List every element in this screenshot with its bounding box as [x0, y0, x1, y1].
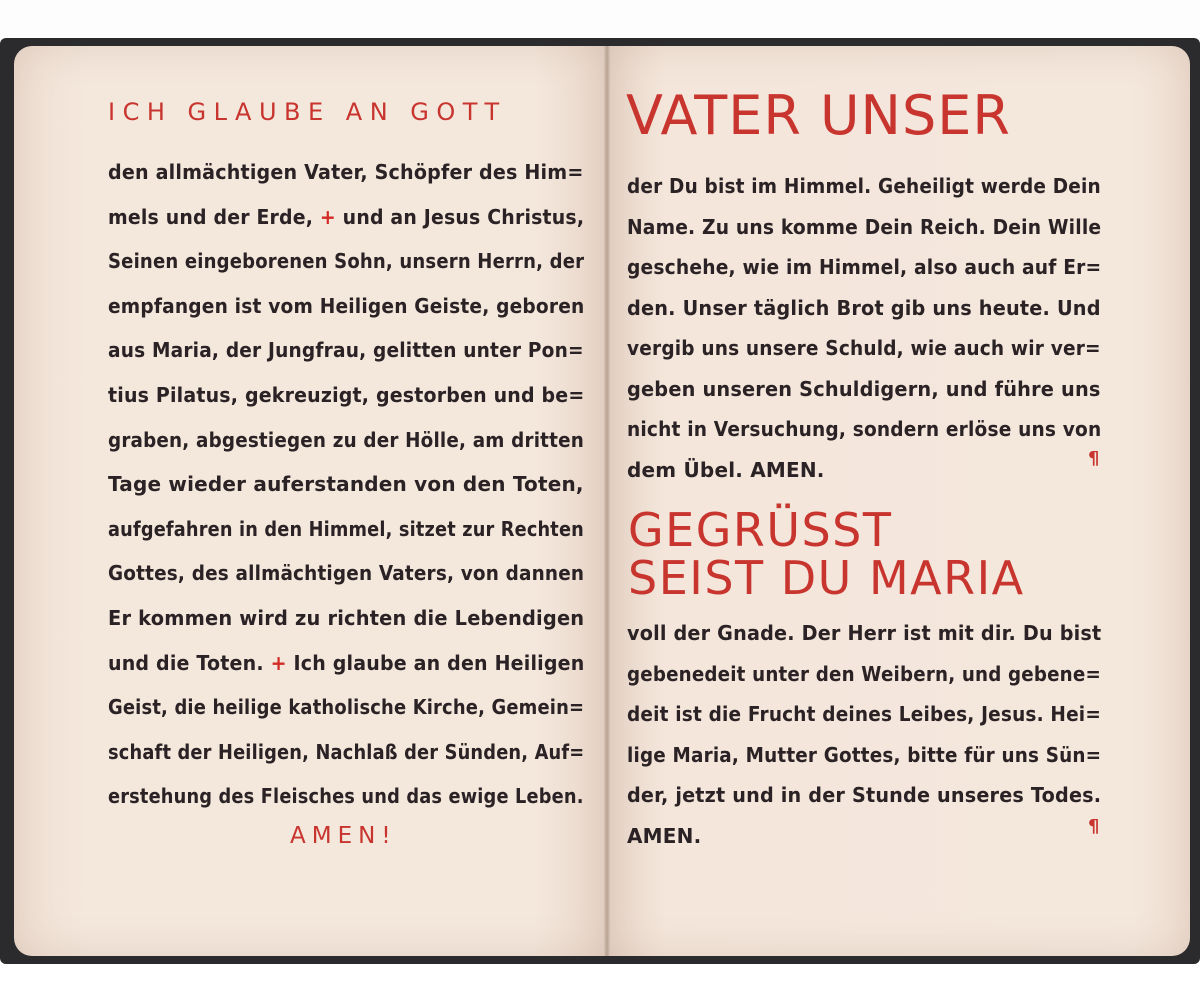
credo-heading: ICH GLAUBE AN GOTT: [108, 98, 507, 126]
background-bottom: [0, 960, 1200, 1000]
credo-line: den allmächtigen Vater, Schöpfer des Him=: [108, 160, 584, 184]
pater-noster-heading: VATER UNSER: [626, 84, 1011, 147]
credo-amen: AMEN!: [290, 823, 397, 849]
credo-line: mels und der Erde, + und an Jesus Christus,: [108, 204, 585, 229]
prayer-line: den. Unser täglich Brot gib uns heute. Und: [627, 295, 1101, 320]
prayer-line: AMEN.: [627, 823, 702, 848]
ave-maria-heading-line-1: GEGRÜSST: [628, 503, 893, 557]
prayer-line: der, jetzt und in der Stunde unseres Todes.: [627, 783, 1102, 807]
credo-line: tius Pilatus, gekreuzigt, gestorben und be=: [108, 383, 585, 407]
red-cross-mark: +: [270, 650, 287, 675]
credo-line: aus Maria, der Jungfrau, gelitten unter Pon=: [108, 338, 584, 363]
prayer-line: geben unseren Schuldigern, und führe uns: [627, 376, 1101, 401]
credo-line: Gottes, des allmächtigen Vaters, von dannen: [108, 561, 585, 586]
credo-line: aufgefahren in den Himmel, sitzet zur Rechten: [108, 516, 584, 541]
prayer-line: dem Übel. AMEN.: [627, 457, 825, 482]
prayer-line: voll der Gnade. Der Herr ist mit dir. Du bist: [627, 621, 1102, 645]
credo-line: Geist, die heilige katholische Kirche, Gemein=: [108, 695, 585, 720]
credo-line: schaft der Heiligen, Nachlaß der Sünden, Auf=: [108, 739, 585, 764]
prayer-line: deit ist die Frucht deines Leibes, Jesus. Hei=: [627, 702, 1101, 726]
book-gutter: [604, 46, 610, 956]
red-cross-mark: +: [319, 204, 336, 229]
credo-line: Tage wieder auferstanden von den Toten,: [108, 472, 584, 497]
credo-line: graben, abgestiegen zu der Hölle, am dritten: [108, 427, 584, 452]
credo-line: und die Toten. + Ich glaube an den Heiligen: [108, 650, 585, 675]
prayer-line: geschehe, wie im Himmel, also auch auf Er=: [627, 255, 1102, 279]
credo-line: empfangen ist vom Heiligen Geiste, geboren: [108, 293, 585, 318]
credo-line: Seinen eingeborenen Sohn, unsern Herrn, der: [108, 249, 585, 274]
prayer-line: vergib uns unsere Schuld, wie auch wir ver=: [627, 336, 1101, 360]
pilcrow-mark: ¶: [1088, 448, 1100, 469]
prayer-line: lige Maria, Mutter Gottes, bitte für uns Sün=: [627, 742, 1102, 767]
ave-maria-heading-line-2: SEIST DU MARIA: [628, 551, 1025, 605]
prayer-line: der Du bist im Himmel. Geheiligt werde Dein: [627, 174, 1101, 198]
credo-line: Er kommen wird zu richten die Lebendigen: [108, 606, 585, 630]
pilcrow-mark: ¶: [1088, 816, 1100, 837]
prayer-line: gebenedeit unter den Weibern, und gebene=: [627, 661, 1101, 686]
prayer-line: nicht in Versuchung, sondern erlöse uns von: [627, 417, 1102, 441]
prayer-line: Name. Zu uns komme Dein Reich. Dein Wille: [627, 214, 1102, 239]
background-top: [0, 0, 1200, 40]
credo-line: erstehung des Fleisches und das ewige Leben.: [108, 784, 584, 809]
